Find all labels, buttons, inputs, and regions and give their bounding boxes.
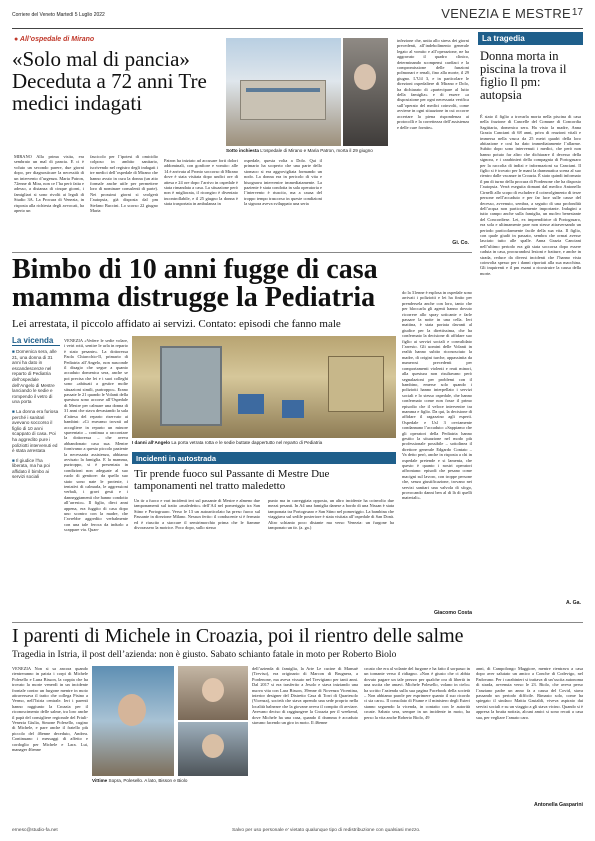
highway-box: [132, 452, 396, 618]
page-number: 17: [571, 7, 583, 18]
polesello-photo: [92, 666, 174, 776]
portrait-face: [354, 64, 376, 90]
chair: [282, 400, 304, 418]
top-photo-caption: [226, 148, 396, 154]
biolo-photo: [178, 722, 248, 776]
croatia-col3: dell’azienda di famiglia, la Arte Le cucine di Mansuè (Treviso), era originario di Marcon di Brugnera, a Pordenone, ma aveva vissuto nel Trevigiano per tanti anni. Dal 2017 si era trasferito a Jesolo e stava iniziando una nuova vita con Lara Bisson, 39enne di Novenza Vicentina, interior designer del Distretto Casa di Torri di Quartesolo (Vicenza), società che stava aprendo una sede proprio nella località balneare che la giovane aveva il compito di avviare. Avevano deciso di raggiungere la Croazia per il weekend, dove Michele ha una casa, quando il dramma è accaduto stavano facendo un giro in moto. Il 46enne: [252, 666, 358, 726]
caption-bold: Sotto inchiesta: [226, 148, 259, 153]
caption-bold: Vittime: [92, 778, 108, 783]
top-story-col3: Patron ha iniziato ad accusare forti dolori addominali, con gonfiore e vomito: alle 14 è arrivata al Pronto soccorso di Mirano dove è stata visitata dopo undici ore di attesa e 24 ore dopo l’arrivo in ospedale è stata rimandata a casa. La situazione però non è migliorata, il ricongiro è diventato incontrollabile, e il 25 giugno la donna è stata trasportata in ambulanza in: [164, 158, 239, 207]
vicenda-bullet: ■ Domenica sera, alle 21, una donna di 31 anni ha dato in escandescenze nel reparto di Pediatria dell’ospedale dell’Angelo di Mestre lanciando le sedie e rompendo il vetro di una porta: [12, 349, 60, 405]
vicenda-label: La vicenda: [12, 336, 60, 346]
vicenda-box: [12, 336, 60, 480]
masthead-date: Corriere del Veneto Martedì 5 Luglio 2022: [12, 12, 105, 18]
croatia-signature: Antonella Gasparini: [533, 802, 583, 808]
header-rule: [12, 28, 583, 29]
victim-portrait: [343, 38, 388, 146]
croatia-col1: VENEZIA Non si sa ancora quando rientreranno in patria i corpi di Michele Polesello e Luna Bisson, la coppia che ha trovato la morte venerdì in un incidente frontale contro un furgone mentre in moto attraversava il tratto che collega Pisino a Vermo, nell’Istria centrale. Ieri i parenti hanno raggiunto la Croazia per il riconoscimento delle salme, tra loro anche il papà del consigliere regionale del Friuli-Venezia Giulia, Simone Polesello, cugino di Michele, e pare anche il fratello più piccolo del 46enne deceduto, Andrea. Continuano i messaggi di affetto e cordoglio per Michele e Lara. Lui, manager 46enne: [12, 666, 88, 753]
main-story: [12, 256, 472, 620]
croatia-caption: [92, 778, 252, 784]
page-header: [12, 6, 583, 30]
footer-email: ernesc@studio-fa.net: [12, 828, 58, 833]
top-story-signature: Gi. Co.: [452, 240, 469, 246]
waiting-room-wall: [328, 356, 384, 412]
croatia-story: [12, 626, 583, 826]
page-footer: [12, 828, 583, 838]
portrait-face: [202, 734, 224, 758]
tragedy-headline: Donna morta in piscina la trova il figlio Il pm: autopsia: [480, 49, 567, 102]
divider-bottom: [12, 622, 583, 623]
portrait-face: [202, 678, 224, 702]
croatia-headline: I parenti di Michele in Croazia, poi il rientro delle salme: [12, 625, 464, 647]
croatia-subheadline: Tragedia in Istria, il post dell’azienda: non è giusto. Sabato schianto fatale in moto per Roberto Biolo: [12, 650, 397, 660]
divider-top: [12, 252, 472, 253]
main-signature: Giacomo Costa: [433, 610, 472, 616]
hospital-windows: [246, 88, 320, 92]
pediatria-caption: [132, 440, 396, 446]
caption-bold: I danni all’Angelo: [132, 440, 171, 445]
caption-text: L’ospedale di Mirano e Maria Patron, morta il 29 giugno: [260, 148, 373, 153]
top-story-col5: infezione che, unita allo stress dei giorni precedenti, all’indebolimento generale legato al vomito e all’operazione, ne ha aggravato il quadro clinico, determinando scompensi cardiaci e la compromissione delle funzioni polmonari e renali, fino alla morte, il 29 giugno. L’Uil 3, e in particolare le direzioni ospedaliere di Mirano e Dolo, ha dichiarato di «partecipare al lutto della famiglia» e di essere «a disposizione per ogni necessaria verifica sull’operato del medici coinvolti, come avviene in ogni situazione in cui occorre accertare la piena rispondenza ai protocolli e la correttezza dell’assistenza e delle cure fornite».: [397, 38, 469, 130]
tragedy-label: La tragedia: [478, 32, 583, 45]
tragedy-column: [478, 32, 583, 620]
broken-door: [160, 346, 222, 426]
highway-label: Incidenti in autostrada: [132, 452, 396, 464]
pediatria-photo: [132, 336, 396, 438]
top-story-headline: «Solo mal di pancia» Deceduta a 72 anni Tre medici indagati: [12, 47, 207, 115]
hospital-building: [240, 80, 326, 120]
top-story-kicker: ● All’ospedale di Mirano: [14, 36, 95, 43]
section-title: VENEZIA E MESTRE: [441, 6, 571, 21]
caption-text: Sopra, Polesello. A lato, Bisson e Biolo: [108, 778, 188, 783]
footer-notice: Salvo per uso personale e' vietato qualunque tipo di redistribuzione con qualsiasi mezzo.: [232, 828, 421, 833]
highway-headline: Tir prende fuoco sul Passante di Mestre Due tamponamenti nel tratto maledetto: [134, 468, 330, 492]
caption-text: La porta vetrata rotta e le sedie buttate dappertutto nel reparto di Pediatria: [171, 440, 323, 445]
chair: [238, 394, 264, 414]
top-story-col2: fascicolo per l’ipotesi di omicidio colposo in ambito sanitario, iscrivendo nel registro degli indagati i tre medici dell’ospedale di Mirano che hanno avuto in cura la donna (un atto formale anche utile per permettere loro di nominare consulenti di parte). Nei prossimi giorni si svolgerà l’autopsia, già disposta dal pm Stefano Buccini. Lo scorso 22 giugno Maria: [90, 154, 158, 214]
bisson-photo: [178, 666, 248, 720]
portrait-face: [118, 694, 146, 726]
tragedy-body: È stato il figlio a trovarla morta nella piscina di casa nella frazione di Cancelle del Comune di Concordia Sagittaria, domenica sera. Ha visto la madre, Anna Grazia Canciani di 68 anni, priva di reazioni vitali e immersa nella vasca da 25 metri quadri della loro abitazione e così ha dato immediatamente l’allarme. Subito dopo sono intervenuti i medici, che però non hanno potuto far altro che dichiarare il decesso della signora, e i carabinieri della compagnia di Portogruaro per la raccolta di indizi e informazioni su Canciani. Il figlio si è trovato per le mani la drammatica scena al suo rientro dalle vacanze in Croazia. È stato quindi informato il pm di turno della procura di Pordenone che ha disposto l’autopsia. Verrà eseguita domani dal medico Antonello Cirnelli allo scopo di escludere il coinvolgimento di terze persone nell’accaduto e per far luce sulle cause del decesso, avvenuto, sembra, a seguito di una profondità dell’acqua non particolarmente importante. Indagini a tutto campo anche sulla famiglia, un nucleo benestante del Concordiese. Lei, ex imprenditrice di Portogruaro, era sola e ultimamente pare non stesse attraversando un periodo particolarmente facile della sua vita. Il figlio, con quale giudò in passato, sembra che ormai avesse lasciato tutto alle spalle. Anna Grazia Canciani nell’ultimo periodo era già stata soccorsa dopo essere caduta in casa, procurandosi lesioni e fratture, e anche in strada, reduce da diversi incidenti che l’hanno vista coinvolta spesso per i danni riportati alla sua macchina. Gli inquirenti e il pm esami a ricostruire la causa della morte.: [480, 114, 581, 276]
main-col3: do la 31enne è esplosa in ospedale sono arrivati i poliziotti e lei ha finito per prendersela anche con loro, tanto che per bloccarla gli agenti hanno dovuto ricorrere allo spray urticante e farle passare la notte in una cella. Ieri mattina, è stata portata davanti al giudice per la direttissima, che ha confermato la decisione di affidare suo figlio ai servizi sociali e convalidato l’arresto. Gli uomini delle Volanti in realtà hanno subito riconosciuto la madre, di origini turche, appassinita da numerosi precedenti per comportamenti violenti e reati minori, alla questura non risultavano però segnalazioni per problemi con il bambino, emerse solo quando i poliziotti hanno interpellato i servizi sociali e lo stesso ospedale, che hanno confermato come non fosse il primo episodio che il veloce intervenire tra mamma e figlio. Da qui, la decisione di affidare il ragazzino agli esperti. Ospedale e Usl 3 ovviamente condannano l’accaduto: «Sappiamo che gli operatori della Pediatria hanno gestito la situazione nel modo più professionale possibile – sottolinea il direttore generale Edgardo Contato – Va detto però, anche in risposta a chi in ospedale pretende e si lamenta, che questo è quanto i nostri operatori affrontano: episodi che pesano come macigni sul lavoro, con troppe persone che, senza giustificazione, trovano nei servizi sanitari una valvola di sfogo, provocando danni ben al di là di quelli materiali».: [402, 290, 472, 501]
croatia-col5: anni, di Campolongo Maggiore, mentre rientrava a casa dopo aver salutato un amico a Conche di Codevigo, nel Padovano. Per i carabinieri si trattava di un’uscita autonoma di strada, avvenuta verso le 23. Biolo, che aveva perso l’anziano padre un anno fa a causa del Covid, stava passando un periodo difficile. Rimasto solo, come ha spiegato il sindaco Mattia Gastaldi, viveva aspirato dai servizi sociali e su un viaggio a gli stava vicino. Quando si è appresa la brutta notizia, alcuni amici si sono recati a casa sua, per vegliare l’amato caro.: [476, 666, 583, 720]
highway-col1: Un tir a fuoco e vari incidenti ieri sul passante di Mestre e almeno due tamponamenti sul tratto «maledetto» dell’A4 nel pomeriggio tra San Stino e Portogruaro. Verso le 13 un autoarticolato ha preso fuoco sul Passante in direzione Milano. Nessun ferito: il conducente si è fermato ed è riuscito a staccare il semirimorchio prima che le fiamme divorassero la motrice. Poco dopo, sullo stesso: [134, 498, 260, 531]
top-story: [12, 32, 472, 252]
main-headline: Bimbo di 10 anni fugge di casa mamma distrugge la Pediatria: [12, 254, 378, 313]
highway-col2: punto ma in carreggiata opposta, un altro incidente ha coinvolto due mezzi pesanti. In A4 una famiglia danese a bordo di una Nissan è stata tamponata tra Portogruaro e San Stino nel pomeriggio. La bambina che viaggiava sul sedile posteriore è stata visitata all’ospedale di San Donà. Altro schianto poco distante ma verso Venezia: un furgone ha tamponato un tir. (a. ga.): [268, 498, 394, 531]
main-col1: VENEZIA «Vedere le sedie volare, i vetri rotti, sentire le urla in reparto è stato pesante». La dottoressa Paola Chiarcchio-Il, primario di Pediatria all’Angelo, non nasconde il disagio che segue a quanto accaduto domenica sera, anche se poi precisa che lei e i suoi colleghi sono «abituati a gestire molte situazioni simili, purtroppo». Erano passate le 21 quando le Volanti della questura sono accorse all’Ospedale di Mestre per calmare una donna di 31 anni che stava devastando la sala d’attesa del reparto riservato ai bambini: «Ci eravamo trovati ad accogliere in reparto un minore spaventato – continua a raccontare la dottoressa – che aveva abbandonato casa sua. Mentre fornivamo a questo piccolo paziente la necessaria assistenza, abbiamo avvisato la famiglia. E la mamma, purtroppo, si è presentata in condizioni non adeguate al suo ruolo di genitore: da quello suo stato sono nate le proteste, i tentativi di calmarla, le aggressioni verbali, i gravi gesti e i danneggiamenti che hanno condotto all’arresto». Il figlio, dieci anni appena, era fuggito di casa dopo uno scontro con la madre, che l’avrebbe aggredito verbalmente con una tale feroca da indurlo a scappare via. Quan-: [64, 338, 128, 533]
top-story-col1: MIRANO Alla prima visita, era sembrato un mal di pancia. E ci è voluto un secondo parere, due giorni dopo, per diagnosticare la necessità di un intervento d’urgenza. Maria Patron, 72enne di Mira, non ce l’ha però fatta e adesso, a distanza di cinque giorni, i famigliari si sono rivolti ai legali di Studio 3A. La Procura di Venezia, in risposta alla richiesta degli avvocati, ha aperto un: [14, 154, 84, 214]
top-story-col4: ospedale, questa volta a Dolo. Qui il primario ha scoperto che una parte dello stomaco si era aggrovigliata formando un nodo. La donna era in pericolo di vita e bisognava intervenire immediatamente. La paziente è stata condotta in sala operatoria e l’intervento è riuscito, ma a causa del troppo tempo trascorso in queste condizioni la signora aveva sviluppato una seria: [244, 158, 322, 207]
vicenda-bullet: ■ La donna era furiosa perché i sanitari avevano soccorso il figlio di 10 anni scappato di casa. Poi ha aggredito pure i poliziotti intervenuti ed è stata arrestata: [12, 409, 60, 454]
hospital-photo: [226, 38, 341, 146]
vicenda-bullet: ■ Il giudice l’ha liberata, ma ha poi affidato il bimbo ai servizi sociali: [12, 458, 60, 480]
tragedy-signature: A. Ga.: [566, 600, 581, 606]
kicker-text: All’ospedale di Mirano: [19, 36, 95, 43]
croatia-col4: croato che era al volante del furgone e ha fatto il sorpasso in un tornante verso il ridiagno. «Non è giusto che ci abbia dovuto pagare un tale prezzo per qualche ora di libertà in una uscita che amavi. Michele Polesello, volano in cielo» ha scritto l’azienda sulla sua pagina Facebook della società – Non abbiamo parole per esprimere quanto il suo ricordo ci sia caro». Il consolato di Fiume e il ministero degli Esteri stanno seguendo la vicenda, in contatto con le autorità croate. Sabato sera, sempre in un incidente in moto, ha perso la vita anche Roberto Biolo, 49: [364, 666, 470, 720]
main-subheadline: Lei arrestata, il piccolo affidato ai servizi. Contato: episodi che fanno male: [12, 318, 341, 330]
